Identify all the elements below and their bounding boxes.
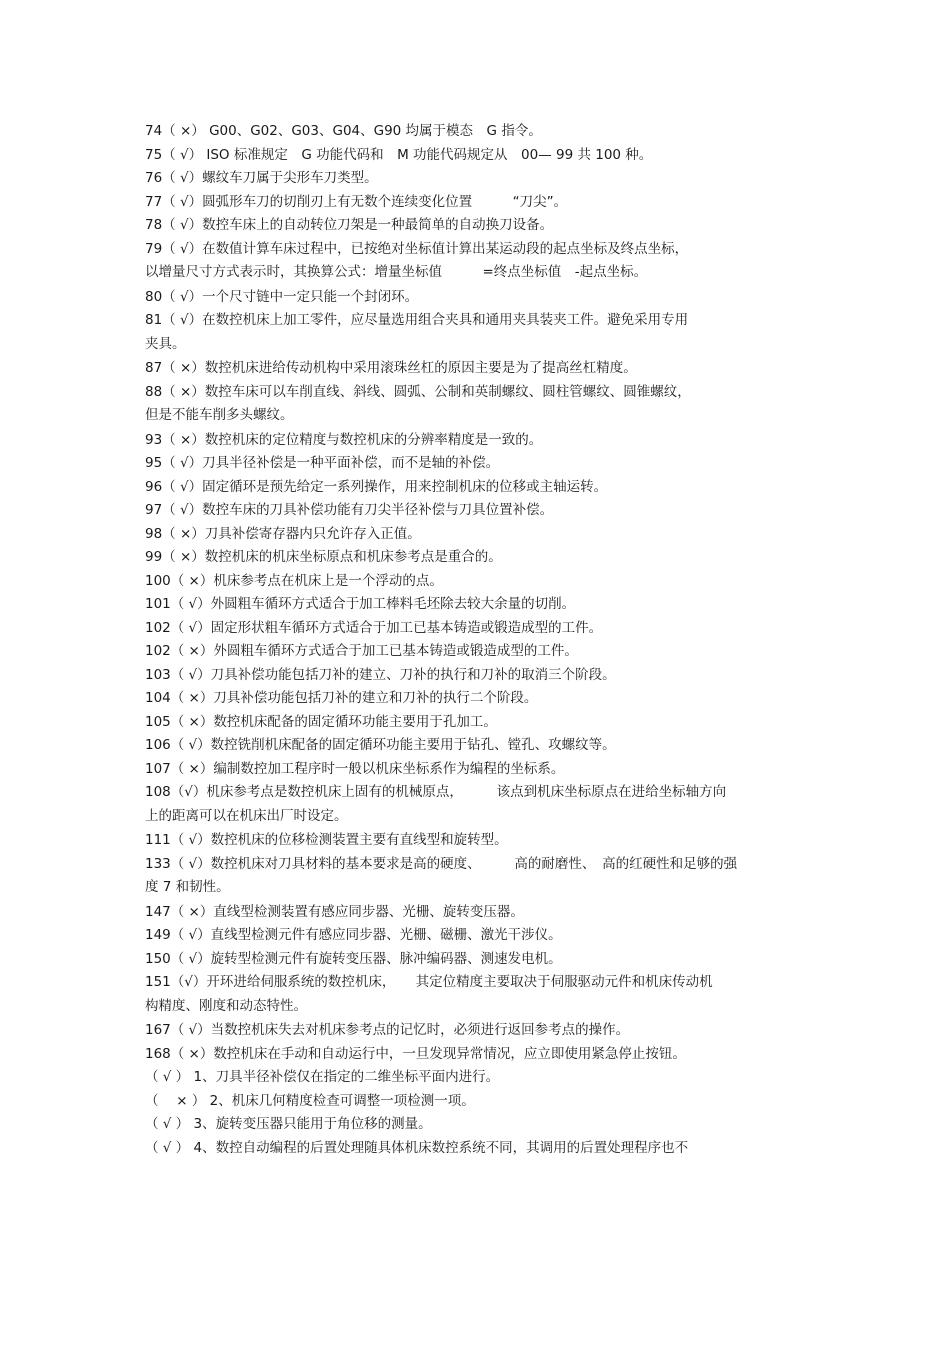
question-item: 106（ √）数控铣削机床配备的固定循环功能主要用于钻孔、镗孔、攻螺纹等。 (145, 737, 616, 753)
question-item: 75（ √） ISO 标准规定 G 功能代码和 M 功能代码规定从 00— 99 共 100 种。 (145, 146, 653, 163)
question-item: 95（ √）刀具半径补偿是一种平面补偿，而不是轴的补偿。 (145, 455, 500, 471)
question-item: 77（ √）圆弧形车刀的切削刃上有无数个连续变化位置 “刀尖”。 (145, 193, 568, 210)
question-item (145, 853, 805, 900)
question-item: 87（ ×）数控机床进给传动机构中采用滚珠丝杠的原因主要是为了提高丝杠精度。 (145, 360, 637, 376)
question-line: 151（√）开环进给伺服系统的数控机床， 其定位精度主要取决于伺服驱动元件和机床传动机 (145, 974, 713, 990)
question-item: 98（ ×）刀具补偿寄存器内只允许存入正值。 (145, 525, 421, 542)
question-line: 但是不能车削多头螺纹。 (145, 407, 294, 423)
question-item: 96（ √）固定循环是预先给定一系列操作，用来控制机床的位移或主轴运转。 (145, 478, 608, 495)
question-item: 167（ √）当数控机床失去对机床参考点的记忆时，必须进行返回参考点的操作。 (145, 1022, 630, 1038)
question-item: 102（ ×）外圆粗车循环方式适合于加工已基本铸造或锻造成型的工件。 (145, 643, 578, 659)
question-item: 102（ √）固定形状粗车循环方式适合于加工已基本铸造或锻造成型的工件。 (145, 619, 603, 636)
question-line: 133（ √）数控机床对刀具材料的基本要求是高的硬度、 高的耐磨性、 高的红硬性和足够的强 (145, 855, 738, 872)
question-item (145, 238, 805, 285)
question-item: 105（ ×）数控机床配备的固定循环功能主要用于孔加工。 (145, 713, 497, 730)
question-item: （ √ ） 3、旋转变压器只能用于角位移的测量。 (145, 1116, 432, 1132)
question-item: 76（ √）螺纹车刀属于尖形车刀类型。 (145, 170, 378, 186)
question-line: 81（ √）在数控机床上加工零件，应尽量选用组合夹具和通用夹具装夹工件。避免采用专用 (145, 312, 689, 328)
question-line: 度 7 和韧性。 (145, 879, 230, 895)
question-item: 100（ ×）机床参考点在机床上是一个浮动的点。 (145, 572, 443, 589)
question-item: 97（ √）数控车床的刀具补偿功能有刀尖半径补偿与刀具位置补偿。 (145, 502, 554, 518)
question-item (145, 381, 805, 428)
question-item: （ √ ） 4、数控自动编程的后置处理随具体机床数控系统不同，其调用的后置处理程序也不 (145, 1139, 689, 1156)
question-line: 上的距离可以在机床出厂时设定。 (145, 807, 348, 824)
question-item (145, 971, 805, 1018)
question-item (145, 781, 805, 828)
question-item: 149（ √）直线型检测元件有感应同步器、光栅、磁栅、激光干涉仪。 (145, 927, 562, 943)
question-line: 79（ √）在数值计算车床过程中，已按绝对坐标值计算出某运动段的起点坐标及终点坐标， (145, 240, 689, 257)
question-line: 88（ ×）数控车床可以车削直线、斜线、圆弧、公制和英制螺纹、圆柱管螺纹、圆锥螺纹， (145, 383, 691, 400)
question-item: 99（ ×）数控机床的机床坐标原点和机床参考点是重合的。 (145, 549, 502, 565)
question-item (145, 309, 805, 356)
question-item: 104（ ×）刀具补偿功能包括刀补的建立和刀补的执行二个阶段。 (145, 690, 538, 706)
question-line: 构精度、刚度和动态特性。 (145, 997, 307, 1014)
question-item: 93（ ×）数控机床的定位精度与数控机床的分辨率精度是一致的。 (145, 431, 543, 448)
question-item: 107（ ×）编制数控加工程序时一般以机床坐标系作为编程的坐标系。 (145, 760, 565, 777)
question-line: 夹具。 (145, 335, 186, 352)
question-item: （ √ ） 1、刀具半径补偿仅在指定的二维坐标平面内进行。 (145, 1069, 500, 1085)
question-item: 78（ √）数控车床上的自动转位刀架是一种最简单的自动换刀设备。 (145, 217, 554, 233)
question-item: 74（ ×） G00、G02、G03、G04、G90 均属于模态 G 指令。 (145, 123, 542, 139)
question-item: 150（ √）旋转型检测元件有旋转变压器、脉冲编码器、测速发电机。 (145, 950, 562, 967)
question-line: 以增量尺寸方式表示时，其换算公式：增量坐标值 =终点坐标值 -起点坐标。 (145, 264, 648, 280)
question-item: 101（ √）外圆粗车循环方式适合于加工棒料毛坯除去较大余量的切削。 (145, 596, 576, 612)
question-item: 147（ ×）直线型检测装置有感应同步器、光栅、旋转变压器。 (145, 903, 524, 920)
document-body (145, 120, 805, 1160)
question-item: 103（ √）刀具补偿功能包括刀补的建立、刀补的执行和刀补的取消三个阶段。 (145, 666, 616, 683)
question-line: 108（√）机床参考点是数控机床上固有的机械原点， 该点到机床坐标原点在进给坐标轴方向 (145, 784, 727, 800)
question-item: 111（ √）数控机床的位移检测装置主要有直线型和旋转型。 (145, 832, 508, 848)
question-item: 168（ ×）数控机床在手动和自动运行中，一旦发现异常情况，应立即使用紧急停止按钮。 (145, 1045, 686, 1062)
question-item: （ × ） 2、机床几何精度检查可调整一项检测一项。 (145, 1092, 475, 1109)
question-item: 80（ √）一个尺寸链中一定只能一个封闭环。 (145, 288, 419, 305)
